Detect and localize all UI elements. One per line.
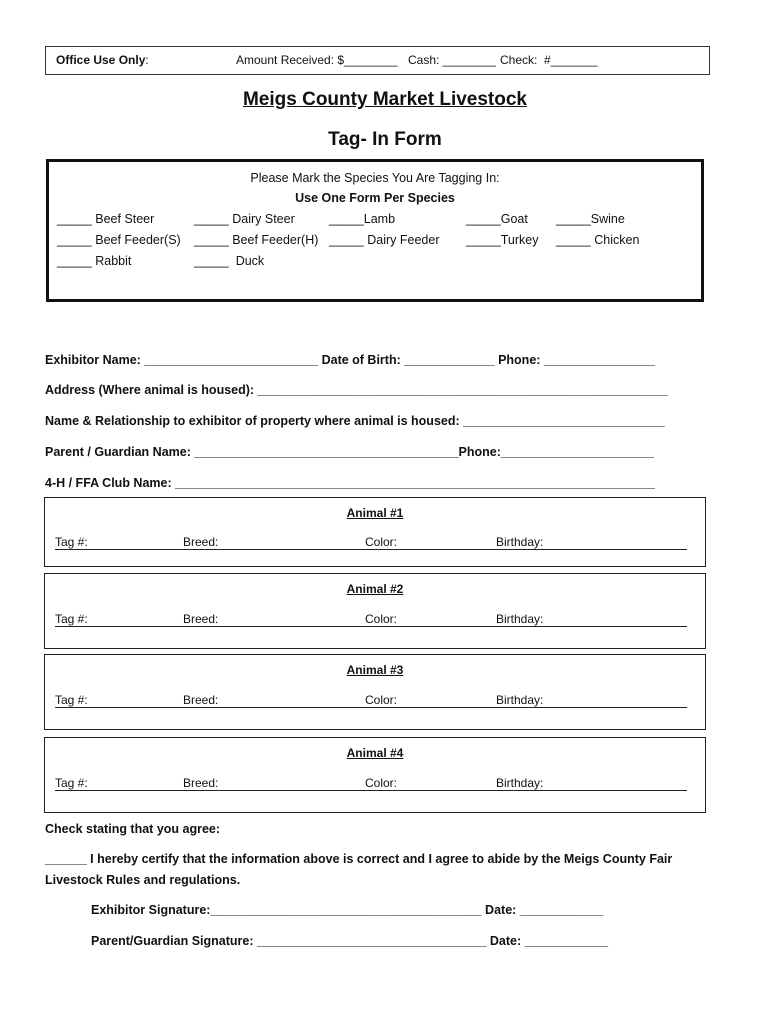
animal-4-title: Animal #4 xyxy=(346,746,404,760)
species-goat[interactable]: _____Goat xyxy=(466,212,528,226)
species-chicken[interactable]: _____ Chicken xyxy=(556,233,640,247)
amount-received-field[interactable]: Amount Received: $________ xyxy=(236,53,398,67)
species-beef-feeder-h[interactable]: _____ Beef Feeder(H) xyxy=(194,233,319,247)
exhibitor-signature-field[interactable]: Exhibitor Signature:_______________________________________ Date: ____________ xyxy=(91,903,604,917)
species-rabbit[interactable]: _____ Rabbit xyxy=(57,254,132,268)
animal-4-box xyxy=(44,737,706,813)
form-title: Meigs County Market Livestock xyxy=(242,89,528,110)
animal-3-breed[interactable]: Breed: xyxy=(183,693,219,707)
animal-1-breed[interactable]: Breed: xyxy=(183,535,219,549)
animal-1-box xyxy=(44,497,706,567)
check-field[interactable]: Check: #_______ xyxy=(500,53,598,67)
agreement-heading: Check stating that you agree: xyxy=(45,822,221,836)
form-subtitle: Tag- In Form xyxy=(328,129,442,150)
animal-3-underline xyxy=(55,707,687,708)
animal-3-box xyxy=(44,654,706,730)
address-field[interactable]: Address (Where animal is housed): ___________________________________________________________ xyxy=(45,383,668,397)
species-box xyxy=(46,159,704,302)
property-owner-field[interactable]: Name & Relationship to exhibitor of property where animal is housed: _____________________________ xyxy=(45,414,665,428)
species-dairy-steer[interactable]: _____ Dairy Steer xyxy=(194,212,295,226)
species-turkey[interactable]: _____Turkey xyxy=(466,233,539,247)
animal-2-color[interactable]: Color: xyxy=(365,612,398,626)
species-instruction: Use One Form Per Species xyxy=(295,191,455,205)
cash-field[interactable]: Cash: ________ xyxy=(408,53,497,67)
animal-4-underline xyxy=(55,790,687,791)
animal-2-birthday[interactable]: Birthday: xyxy=(496,612,544,626)
animal-1-tag[interactable]: Tag #: xyxy=(55,535,88,549)
office-use-label: Office Use Only: xyxy=(56,53,149,67)
animal-2-underline xyxy=(55,626,687,627)
guardian-field[interactable]: Parent / Guardian Name: ______________________________________Phone:______________________ xyxy=(45,445,654,459)
animal-4-color[interactable]: Color: xyxy=(365,776,398,790)
animal-4-breed[interactable]: Breed: xyxy=(183,776,219,790)
animal-1-underline xyxy=(55,549,687,550)
guardian-signature-field[interactable]: Parent/Guardian Signature: _________________________________ Date: ____________ xyxy=(91,934,609,948)
species-duck[interactable]: _____ Duck xyxy=(194,254,265,268)
animal-2-box xyxy=(44,573,706,649)
animal-4-tag[interactable]: Tag #: xyxy=(55,776,88,790)
animal-3-tag[interactable]: Tag #: xyxy=(55,693,88,707)
office-use-box xyxy=(45,46,710,75)
animal-1-color[interactable]: Color: xyxy=(365,535,398,549)
animal-3-birthday[interactable]: Birthday: xyxy=(496,693,544,707)
species-prompt: Please Mark the Species You Are Tagging In: xyxy=(250,171,500,185)
animal-1-title: Animal #1 xyxy=(346,506,404,520)
club-name-field[interactable]: 4-H / FFA Club Name: _____________________________________________________________________ xyxy=(45,476,655,490)
species-beef-steer[interactable]: _____ Beef Steer xyxy=(57,212,155,226)
exhibitor-info-line[interactable]: Exhibitor Name: _________________________ Date of Birth: _____________ Phone: ________________ xyxy=(45,353,656,367)
certify-checkbox-line[interactable]: ______ I hereby certify that the information above is correct and I agree to abide by the Meigs County Fair xyxy=(45,852,673,866)
animal-1-birthday[interactable]: Birthday: xyxy=(496,535,544,549)
animal-4-birthday[interactable]: Birthday: xyxy=(496,776,544,790)
animal-2-title: Animal #2 xyxy=(346,582,404,596)
animal-3-color[interactable]: Color: xyxy=(365,693,398,707)
species-swine[interactable]: _____Swine xyxy=(556,212,625,226)
animal-2-breed[interactable]: Breed: xyxy=(183,612,219,626)
animal-2-tag[interactable]: Tag #: xyxy=(55,612,88,626)
species-lamb[interactable]: _____Lamb xyxy=(329,212,396,226)
animal-3-title: Animal #3 xyxy=(346,663,404,677)
species-beef-feeder-s[interactable]: _____ Beef Feeder(S) xyxy=(57,233,181,247)
species-dairy-feeder[interactable]: _____ Dairy Feeder xyxy=(329,233,440,247)
certify-text-continued: Livestock Rules and regulations. xyxy=(45,873,241,887)
